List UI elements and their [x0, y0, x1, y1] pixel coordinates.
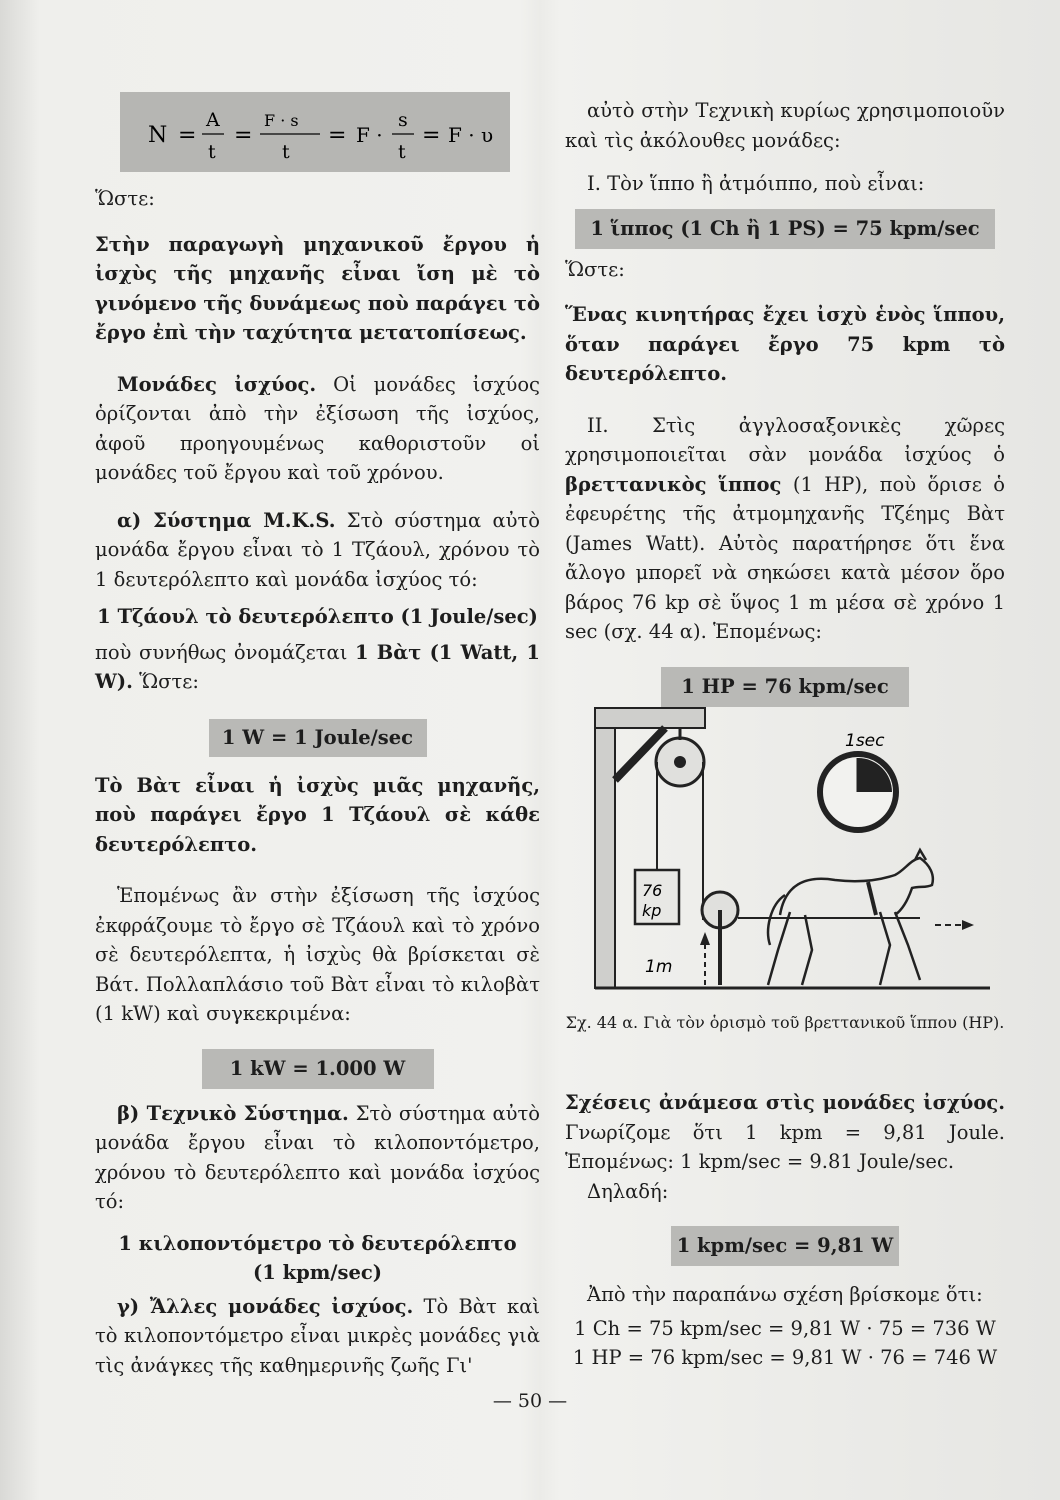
formula-eq1: =	[178, 123, 197, 148]
technical-heading: β) Τεχνικὸ Σύστημα.	[117, 1101, 349, 1125]
formula-a: A	[206, 109, 220, 131]
formula-box	[120, 92, 510, 172]
watt-text-a: ποὺ συνήθως ὀνομάζεται	[95, 640, 348, 664]
figure-caption: Σχ. 44 α. Γιὰ τὸν ὁρισμὸ τοῦ βρεττανικοῦ ἵππου (HP).	[565, 1013, 1005, 1032]
watt-text-b: 1 Βὰτ (1 Watt, 1 W).	[95, 640, 540, 693]
formula-fs: F · s	[264, 111, 299, 130]
formula-t3: t	[398, 141, 406, 163]
hp-equation: 1 HP = 76 kpm/sec = 9,81 W · 76 = 746 W	[572, 1346, 998, 1369]
namely-label: Δηλαδή:	[587, 1179, 669, 1203]
technical-paragraph	[95, 1099, 540, 1217]
watt-paragraph	[95, 638, 540, 697]
formula-eq4: =	[422, 123, 441, 148]
watt-box: 1 W = 1 Joule/sec	[209, 719, 427, 757]
formula-fv: F · υ	[448, 123, 494, 147]
left-column	[95, 184, 540, 1380]
formula-n: N	[148, 123, 168, 148]
ch-equation: 1 Ch = 75 kpm/sec = 9,81 W · 75 = 736 W	[574, 1316, 996, 1340]
relations-text: Γνωρίζομε ὅτι 1 kpm = 9,81 Joule. Ἑπομένως: 1 kpm/sec = 9.81 Joule/sec.	[565, 1120, 1005, 1173]
power-statement: Στὴν παραγωγὴ μηχανικοῦ ἔργου ἡ ἰσχὺς τῆς μηχανῆς εἶναι ἴση μὲ τὸ γινόμενο τῆς δυνάμεως ποὺ παράγει τὸ ἔργο ἐπὶ τὴν ταχύτητα μετατοπίσεως.	[95, 232, 540, 344]
mks-text: Στὸ σύστημα αὐτὸ μονάδα ἔργου εἶναι τὸ 1 Τζάουλ, χρόνου τὸ 1 δευτερόλεπτο καὶ μονάδα ἰσχύος τό:	[95, 508, 540, 591]
formula-eq3: =	[328, 123, 347, 148]
hp-text-a: ΙΙ. Στὶς ἀγγλοσαξονικὲς χῶρες χρησιμοποιεῖται σὰν μονάδα ἰσχύος ὁ	[565, 413, 1005, 466]
post	[595, 708, 615, 988]
hp-text-c: (1 HP), ποὺ ὅρισε ὁ ἐφευρέτης τῆς ἀτμομηχανῆς Τζέημς Βὰτ (James Watt). Αὐτὸς παρατήρησε ὅτι ἕνα ἄλογο μπορεῖ νὰ σηκώσει κατὰ μέσον ὅρο βάρος 76 kp σὲ ὕψος 1 m μέσα σὲ χρόνο 1 sec (σχ. 44 α). Ἑπομένως:	[565, 472, 1005, 643]
horse-heading: Ι. Τὸν ἵππο ἢ ἀτμόιππο, ποὺ εἶναι:	[587, 172, 925, 195]
units-text: Οἱ μονάδες ἰσχύος ὁρίζονται ἀπὸ τὴν ἐξίσωση τῆς ἰσχύος, ἀφοῦ προηγουμένως καθοριστοῦν οἱ μονάδες τοῦ ἔργου καὶ τοῦ χρόνου.	[95, 372, 540, 484]
other-units-text: Τὸ Βὰτ καὶ τὸ κιλοποντόμετρο εἶναι μικρὲς μονάδες γιὰ τὶς ἀνάγκες τῆς καθημερινῆς ζωῆς Γι'	[95, 1294, 541, 1377]
formula-s: s	[398, 109, 408, 131]
horse-pulley-figure	[590, 700, 1010, 1000]
other-units-paragraph	[95, 1292, 540, 1381]
horse-statement: Ἕνας κινητήρας ἔχει ἰσχὺ ἑνὸς ἵππου, ὅταν παράγει ἔργο 75 kpm τὸ δευτερόλεπτο.	[565, 303, 1005, 385]
formula-eq2: =	[234, 123, 253, 148]
technical-text: Στὸ σύστημα αὐτὸ μονάδα ἔργου εἶναι τὸ κιλοποντόμετρο, χρόνου τὸ δευτερόλεπτο καὶ μονάδα ἰσχύος τό:	[95, 1101, 540, 1213]
mks-paragraph	[95, 506, 540, 595]
kilowatt-paragraph: Ἑπομένως ἂν στὴν ἐξίσωση τῆς ἰσχύος ἐκφράζουμε τὸ ἔργο σὲ Τζάουλ καὶ τὸ χρόνο σὲ δευτερόλεπτα, ἡ ἰσχὺς θὰ βρίσκεται σὲ Βάτ. Πολλαπλάσιο τοῦ Βὰτ εἶναι τὸ κιλοβὰτ (1 kW) καὶ συγκεκριμένα:	[95, 884, 540, 1025]
joule-per-sec: 1 Τζάουλ τὸ δευτερόλεπτο (1 Joule/sec)	[97, 605, 538, 628]
intro-text: αὐτὸ στὴν Τεχνικὴ κυρίως χρησιμοποιοῦν καὶ τὶς ἀκόλουθες μονάδες:	[565, 99, 1005, 152]
relations-paragraph	[565, 1088, 1005, 1177]
relations-heading: Σχέσεις ἀνάμεσα στὶς μονάδες ἰσχύος.	[565, 1091, 1005, 1114]
oste-label-1: Ὥστε:	[95, 187, 155, 210]
formula-t2: t	[282, 141, 290, 163]
oste-label-3: Ὥστε:	[565, 257, 625, 281]
relations-section	[565, 1088, 1005, 1373]
watt-statement: Τὸ Βὰτ εἶναι ἡ ἰσχὺς μιᾶς μηχανῆς, ποὺ παράγει ἔργο 1 Τζάουλ σὲ κάθε δευτερόλεπτο.	[95, 773, 540, 856]
other-units-heading: γ) Ἄλλες μονάδες ἰσχύος.	[117, 1294, 414, 1318]
height-label: 1m	[645, 957, 673, 977]
page-number: — 50 —	[492, 1390, 568, 1412]
beam	[595, 708, 705, 728]
units-heading: Μονάδες ἰσχύος.	[117, 372, 317, 396]
formula	[120, 92, 510, 172]
formula-t1: t	[208, 141, 216, 163]
horsepower-box: 1 ἵππος (1 Ch ἢ 1 PS) = 75 kpm/sec	[575, 209, 995, 249]
weight-label-76: 76	[642, 881, 663, 900]
kpm-watt-box: 1 kpm/sec = 9,81 W	[671, 1226, 899, 1266]
kpm-line-2: (1 kpm/sec)	[253, 1261, 382, 1284]
units-paragraph	[95, 370, 540, 488]
british-horsepower-paragraph	[565, 411, 1005, 647]
kilowatt-box: 1 kW = 1.000 W	[202, 1049, 434, 1089]
weight-label-kp: kp	[642, 901, 662, 920]
kpm-line-1: 1 κιλοποντόμετρο τὸ δευτερόλεπτο	[118, 1231, 517, 1255]
formula-f: F ·	[356, 123, 383, 147]
oste-label-2: Ὥστε:	[139, 670, 199, 693]
mks-heading: α) Σύστημα Μ.K.S.	[117, 508, 336, 532]
british-hp-box: 1 HP = 76 kpm/sec	[661, 667, 909, 707]
conclusion-text: Ἀπὸ τὴν παραπάνω σχέση βρίσκομε ὅτι:	[587, 1283, 983, 1306]
right-column	[565, 96, 1005, 707]
time-label: 1sec	[845, 731, 885, 751]
hp-text-b: βρεττανικὸς ἵππος	[565, 472, 782, 496]
